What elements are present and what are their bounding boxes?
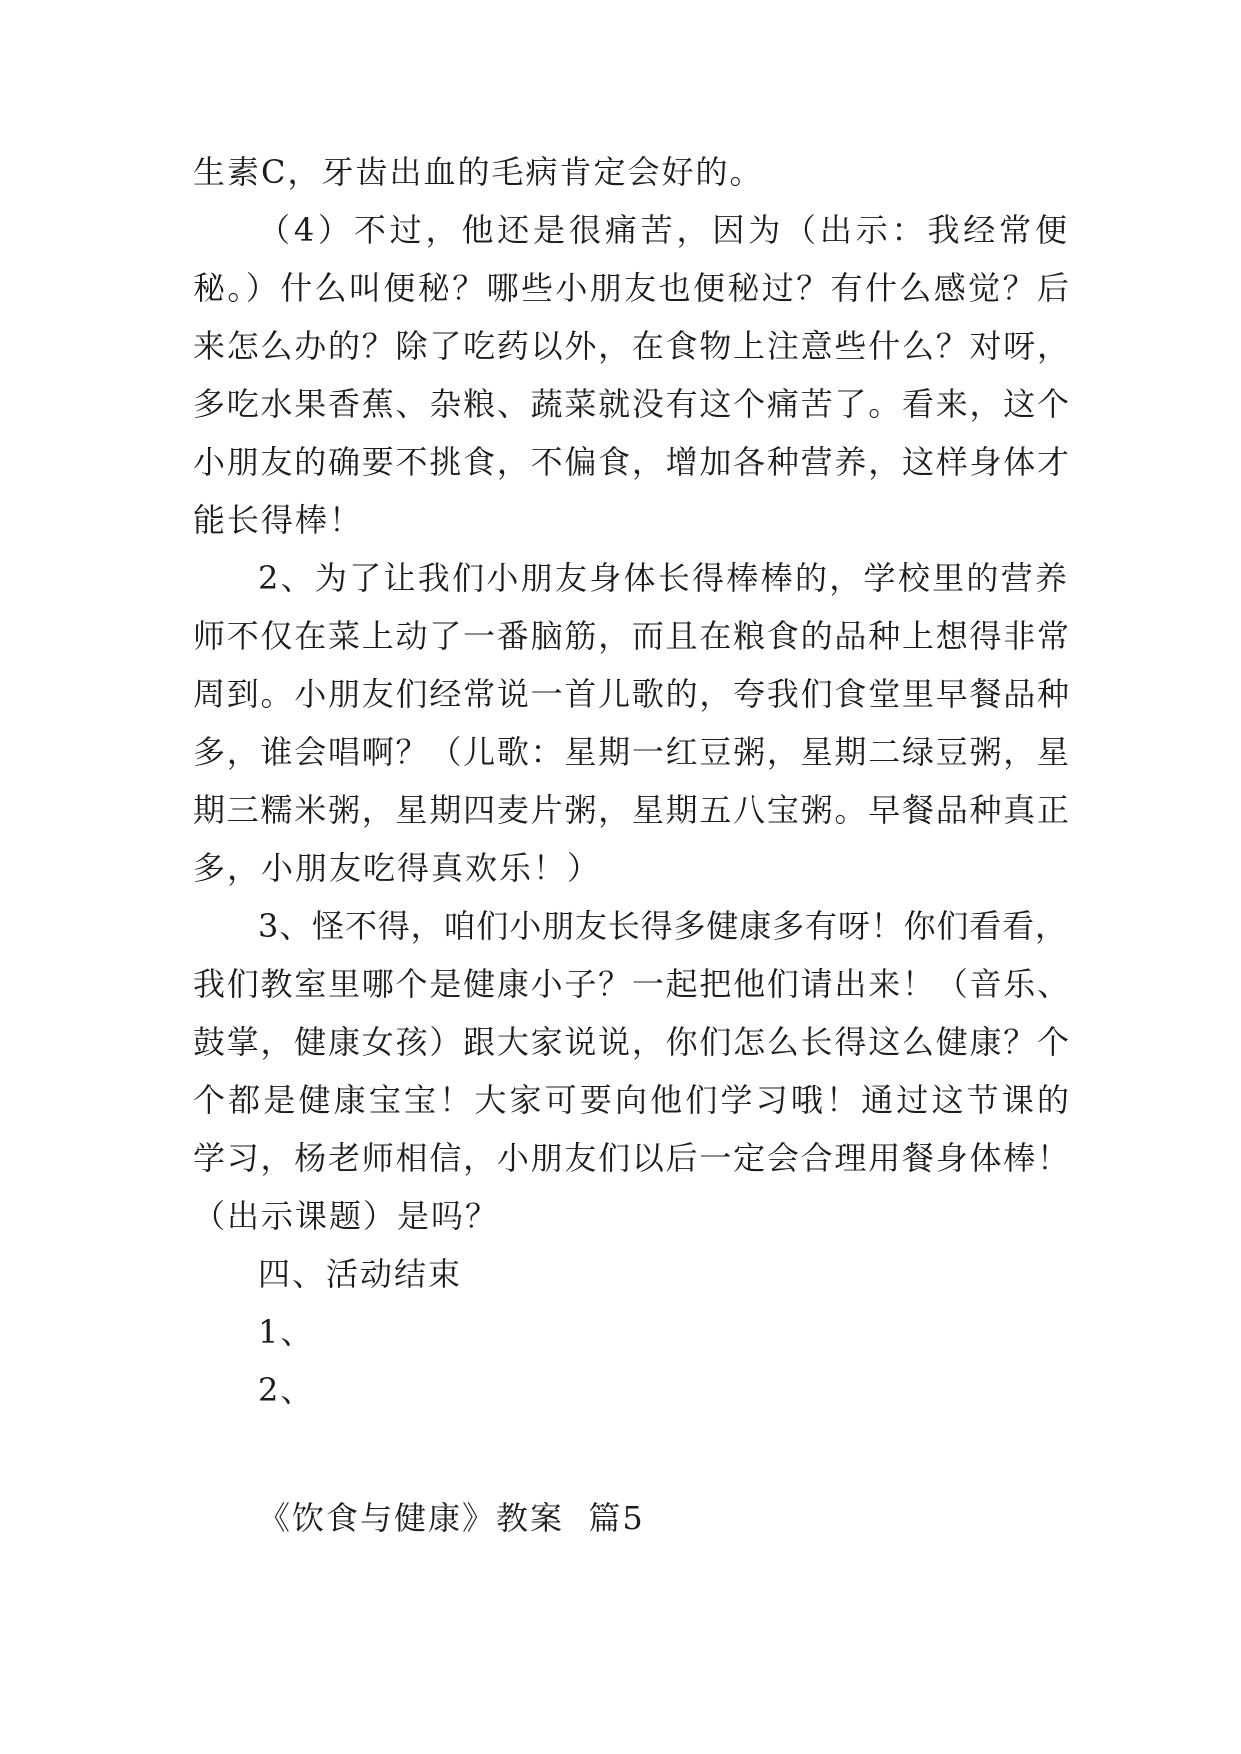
text-line: 来怎么办的？除了吃药以外，在食物上注意些什么？对呀， bbox=[193, 327, 1069, 365]
text-line: （4）不过，他还是很痛苦，因为（出示：我经常便 bbox=[258, 211, 1067, 249]
text-line: 生素C，牙齿出血的毛病肯定会好的。 bbox=[193, 153, 764, 191]
list-item: 2、 bbox=[258, 1371, 315, 1409]
text-line: 多，小朋友吃得真欢乐！） bbox=[193, 849, 602, 887]
text-line: （出示课题）是吗？ bbox=[193, 1197, 500, 1235]
text-line: 鼓掌，健康女孩）跟大家说说，你们怎么长得这么健康？个 bbox=[193, 1023, 1069, 1061]
text-line: 我们教室里哪个是健康小子？一起把他们请出来！（音乐、 bbox=[193, 965, 1069, 1003]
text-line: 2、为了让我们小朋友身体长得棒棒的，学校里的营养 bbox=[258, 559, 1067, 597]
text-line: 学习，杨老师相信，小朋友们以后一定会合理用餐身体棒！ bbox=[193, 1139, 1069, 1177]
text-line: 3、怪不得，咱们小朋友长得多健康多有呀！你们看看， bbox=[258, 907, 1067, 945]
text-line: 能长得棒！ bbox=[193, 501, 364, 539]
text-line: 周到。小朋友们经常说一首儿歌的，夸我们食堂里早餐品种 bbox=[193, 675, 1069, 713]
text-line: 个都是健康宝宝！大家可要向他们学习哦！通过这节课的 bbox=[193, 1081, 1069, 1119]
chapter-title: 《饮食与健康》教案 篇5 bbox=[258, 1499, 645, 1537]
text-line: 秘。）什么叫便秘？哪些小朋友也便秘过？有什么感觉？后 bbox=[193, 269, 1069, 307]
list-item: 1、 bbox=[258, 1313, 315, 1351]
text-line: 师不仅在菜上动了一番脑筋，而且在粮食的品种上想得非常 bbox=[193, 617, 1069, 655]
text-line: 期三糯米粥，星期四麦片粥，星期五八宝粥。早餐品种真正 bbox=[193, 791, 1069, 829]
text-line: 多，谁会唱啊？（儿歌：星期一红豆粥，星期二绿豆粥，星 bbox=[193, 733, 1069, 771]
section-heading: 四、活动结束 bbox=[258, 1255, 463, 1293]
text-line: 多吃水果香蕉、杂粮、蔬菜就没有这个痛苦了。看来，这个 bbox=[193, 385, 1069, 423]
text-line: 小朋友的确要不挑食，不偏食，增加各种营养，这样身体才 bbox=[193, 443, 1069, 481]
